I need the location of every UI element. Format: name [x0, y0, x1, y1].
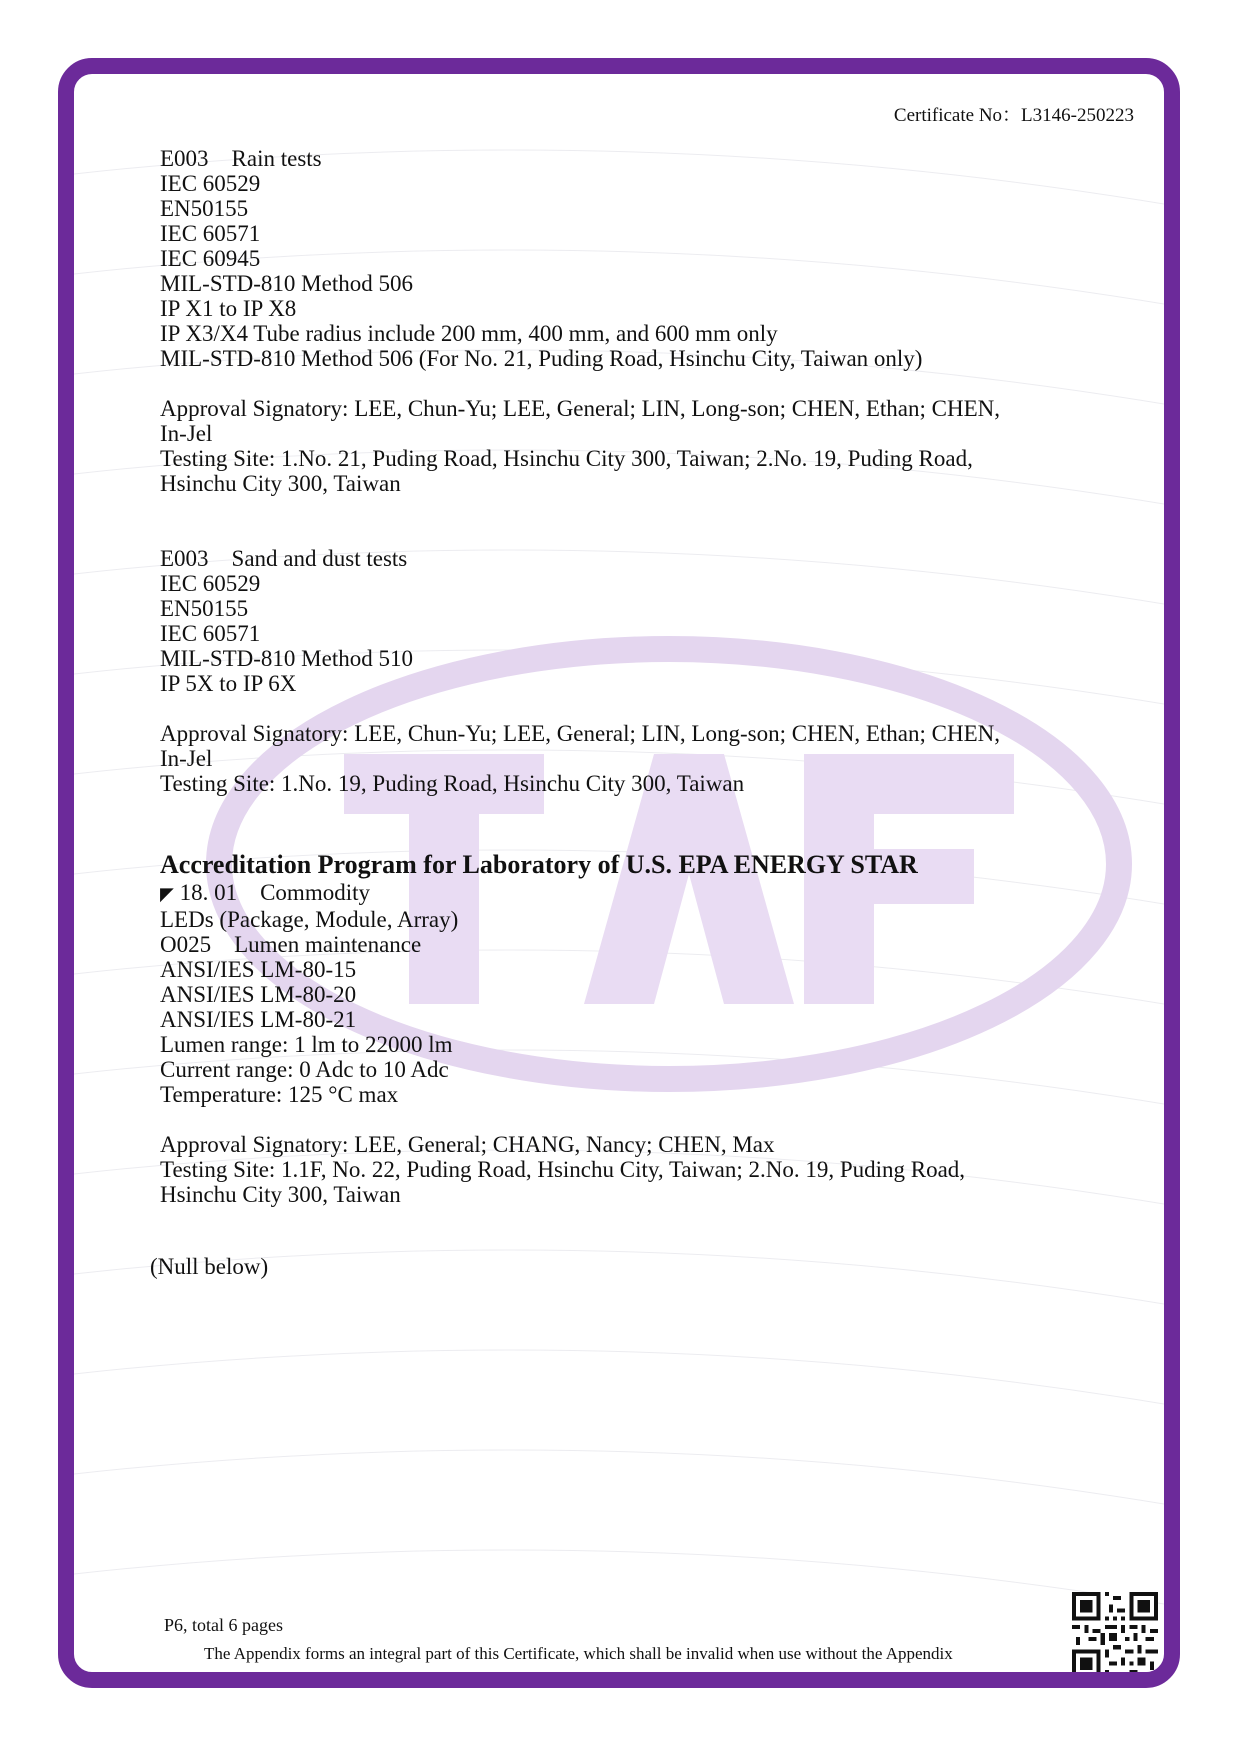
standard-line: EN50155: [160, 196, 249, 221]
triangle-marker-icon: ◤: [160, 884, 174, 904]
testing-site-cont: Hsinchu City 300, Taiwan: [160, 471, 401, 496]
item-line: O025 Lumen maintenance: [160, 932, 422, 957]
program-heading: Accreditation Program for Laboratory of U.S. EPA ENERGY STAR: [160, 850, 918, 879]
footer-note: The Appendix forms an integral part of this Certificate, which shall be invalid when use without the Appendix: [204, 1644, 953, 1663]
approval-signatory: Approval Signatory: LEE, Chun-Yu; LEE, General; LIN, Long-son; CHEN, Ethan; CHEN,: [160, 396, 1000, 421]
certificate-frame: [58, 58, 1180, 1688]
section-title: E003 Sand and dust tests: [160, 546, 408, 571]
standard-line: IEC 60571: [160, 621, 261, 646]
item-line: Current range: 0 Adc to 10 Adc: [160, 1057, 449, 1082]
approval-signatory-cont: In-Jel: [160, 421, 213, 446]
standard-line: MIL-STD-810 Method 510: [160, 646, 413, 671]
standard-line: IEC 60529: [160, 571, 261, 596]
approval-signatory-cont: In-Jel: [160, 746, 213, 771]
standard-line: IP X3/X4 Tube radius include 200 mm, 400 mm, and 600 mm only: [160, 321, 778, 346]
commodity-line: [160, 880, 1100, 907]
standard-line: IEC 60529: [160, 171, 261, 196]
item-line: Temperature: 125 °C max: [160, 1082, 399, 1107]
approval-signatory: Approval Signatory: LEE, Chun-Yu; LEE, General; LIN, Long-son; CHEN, Ethan; CHEN,: [160, 721, 1000, 746]
appendix-content: [160, 146, 1100, 1207]
item-line: ANSI/IES LM-80-15: [160, 957, 357, 982]
section-title: E003 Rain tests: [160, 146, 322, 171]
standard-line: IP X1 to IP X8: [160, 296, 297, 321]
testing-site-cont: Hsinchu City 300, Taiwan: [160, 1182, 401, 1207]
item-line: ANSI/IES LM-80-20: [160, 982, 357, 1007]
testing-site: Testing Site: 1.1F, No. 22, Puding Road, Hsinchu City, Taiwan; 2.No. 19, Puding Road,: [160, 1157, 966, 1182]
testing-site: Testing Site: 1.No. 19, Puding Road, Hsinchu City 300, Taiwan: [160, 771, 745, 796]
standard-line: EN50155: [160, 596, 249, 621]
approval-signatory: Approval Signatory: LEE, General; CHANG, Nancy; CHEN, Max: [160, 1132, 775, 1157]
certificate-number: Certificate No：L3146-250223: [893, 105, 1134, 126]
item-line: ANSI/IES LM-80-21: [160, 1007, 357, 1032]
standard-line: IEC 60571: [160, 221, 261, 246]
standard-line: MIL-STD-810 Method 506: [160, 271, 413, 296]
testing-site: Testing Site: 1.No. 21, Puding Road, Hsinchu City 300, Taiwan; 2.No. 19, Puding Road,: [160, 446, 973, 471]
item-line: Lumen range: 1 lm to 22000 lm: [160, 1032, 453, 1057]
standard-line: MIL-STD-810 Method 506 (For No. 21, Puding Road, Hsinchu City, Taiwan only): [160, 346, 923, 371]
standard-line: IEC 60945: [160, 246, 261, 271]
page-info: P6, total 6 pages: [164, 1615, 283, 1635]
commodity-label: 18. 01 Commodity: [173, 880, 370, 905]
standard-line: IP 5X to IP 6X: [160, 671, 297, 696]
qr-code-icon: [1072, 1592, 1158, 1678]
item-line: LEDs (Package, Module, Array): [160, 907, 459, 932]
null-below-note: (Null below): [150, 1254, 269, 1279]
